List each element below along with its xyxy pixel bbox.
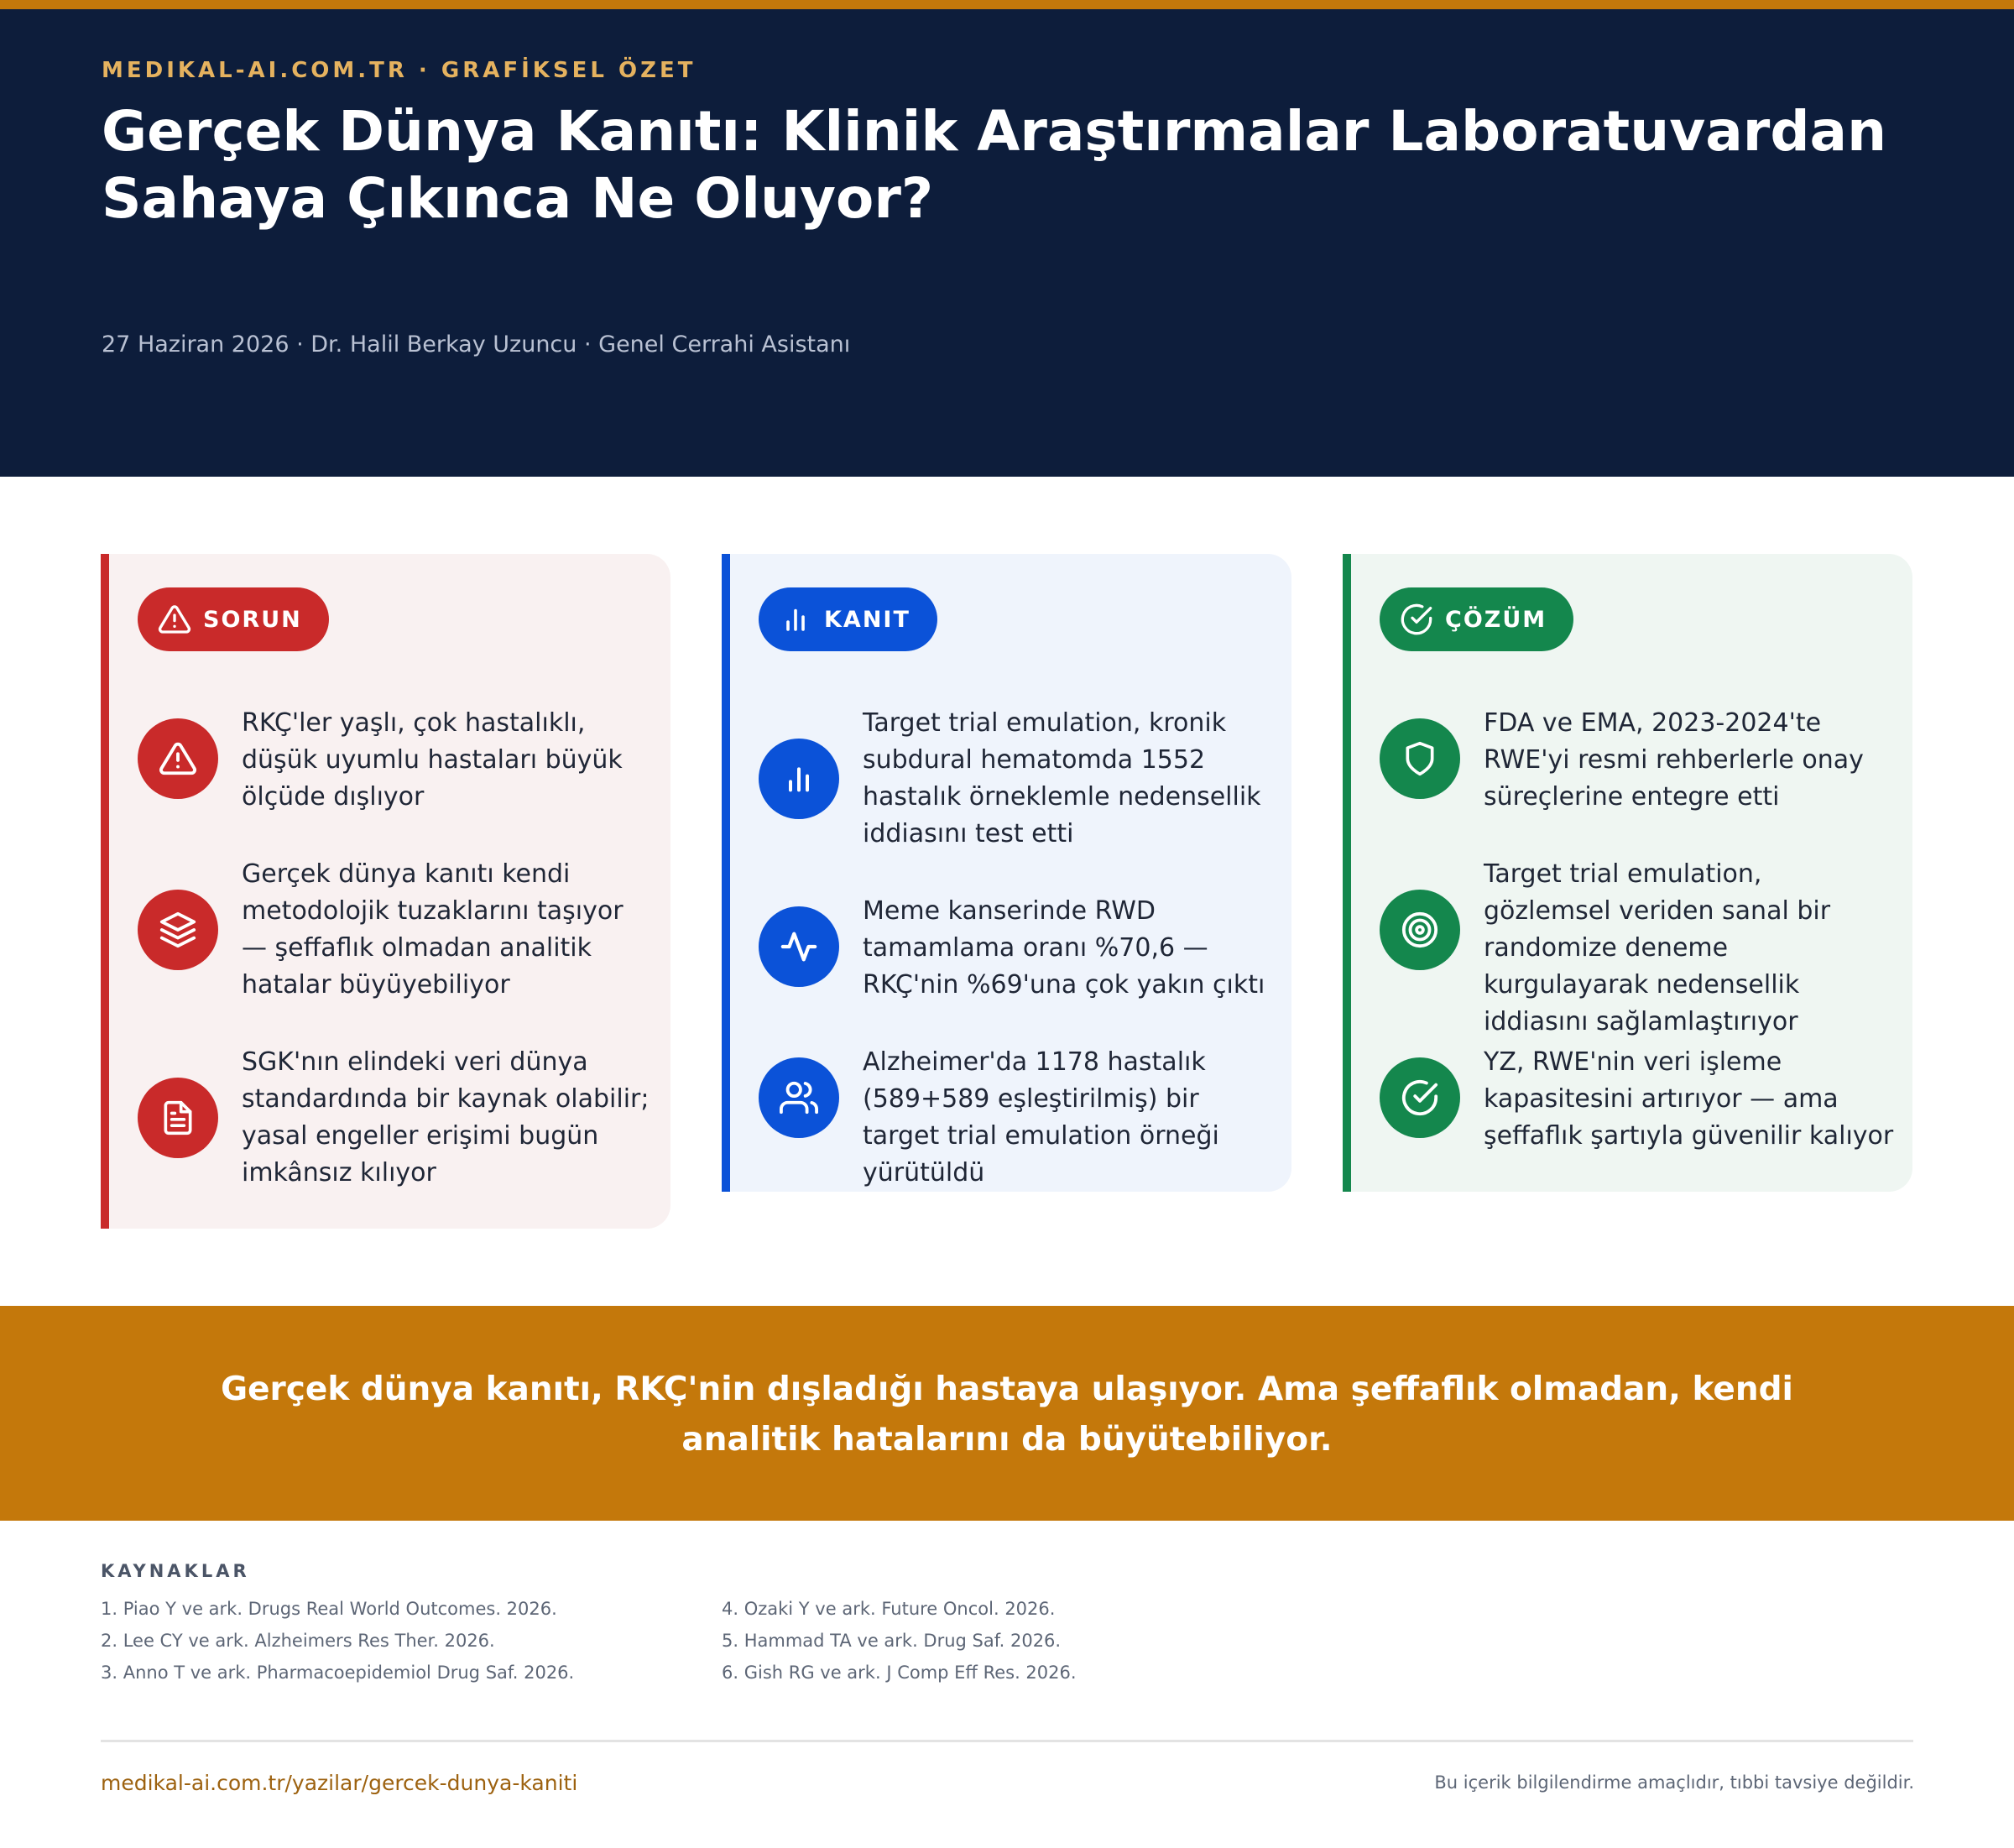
article-meta: 27 Haziran 2026 · Dr. Halil Berkay Uzuncu · Genel Cerrahi Asistanı: [102, 331, 851, 358]
target-icon: [1380, 890, 1460, 970]
footer-divider: [101, 1740, 1913, 1742]
problem-label-pill: [138, 587, 329, 651]
evidence-label-pill: [759, 587, 937, 651]
problem-item-text: SGK'nın elindeki veri dünya standardında bir kaynak olabilir; yasal engeller erişimi bugün imkânsız kılıyor: [242, 1047, 650, 1188]
top-accent-bar: [0, 0, 2014, 9]
warning-icon: [138, 718, 218, 799]
article-url-link[interactable]: medikal-ai.com.tr/yazilar/gercek-dunya-kaniti: [101, 1771, 578, 1795]
bar-chart-icon: [779, 603, 812, 636]
references-title: KAYNAKLAR: [101, 1561, 250, 1581]
solution-card: [1343, 554, 1912, 1192]
solution-label-pill: [1380, 587, 1573, 651]
solution-item-text: YZ, RWE'nin veri işleme kapasitesini artırıyor — ama şeffaflık şartıyla güvenilir kalıyor: [1484, 1047, 1894, 1151]
reference-item: 6. Gish RG ve ark. J Comp Eff Res. 2026.: [722, 1663, 1077, 1683]
layers-icon: [138, 890, 218, 970]
reference-item: 4. Ozaki Y ve ark. Future Oncol. 2026.: [722, 1599, 1056, 1619]
problem-item-text: RKÇ'ler yaşlı, çok hastalıklı, düşük uyumlu hastaları büyük ölçüde dışlıyor: [242, 708, 623, 812]
references-column-1: [101, 1593, 574, 1689]
evidence-item-text: Alzheimer'da 1178 hastalık (589+589 eşleştirilmiş) bir target trial emulation örneği yürütüldü: [863, 1047, 1219, 1188]
evidence-item-text: Target trial emulation, kronik subdural hematomda 1552 hastalık örneklemle nedensellik iddiasını test etti: [863, 708, 1261, 848]
reference-item: 1. Piao Y ve ark. Drugs Real World Outcomes. 2026.: [101, 1599, 557, 1619]
references-column-2: [722, 1593, 1077, 1689]
problem-item-text: Gerçek dünya kanıtı kendi metodolojik tuzaklarını taşıyor — şeffaflık olmadan analitik hatalar büyüyebiliyor: [242, 859, 624, 1000]
reference-item: 2. Lee CY ve ark. Alzheimers Res Ther. 2026.: [101, 1631, 495, 1651]
solution-item-text: Target trial emulation, gözlemsel veriden sanal bir randomize deneme kurgulayarak nedensellik iddiasını sağlamlaştırıyor: [1484, 859, 1831, 1036]
reference-item: 3. Anno T ve ark. Pharmacoepidemiol Drug Saf. 2026.: [101, 1663, 575, 1683]
key-message-text: Gerçek dünya kanıtı, RKÇ'nin dışladığı hastaya ulaşıyor. Ama şeffaflık olmadan, kendi analitik hatalarını da büyütebiliyor.: [221, 1370, 1793, 1459]
problem-card: [101, 554, 670, 1229]
disclaimer-text: Bu içerik bilgilendirme amaçlıdır, tıbbi tavsiye değildir.: [1434, 1772, 1914, 1793]
problem-label: SORUN: [203, 606, 302, 633]
page-header: [0, 9, 2014, 477]
key-message-banner: [0, 1306, 2014, 1521]
document-icon: [138, 1078, 218, 1158]
solution-label: ÇÖZÜM: [1445, 606, 1547, 633]
shield-icon: [1380, 718, 1460, 799]
pulse-icon: [759, 906, 839, 987]
bar-chart-icon: [759, 739, 839, 819]
check-circle-icon: [1400, 603, 1433, 636]
solution-item-text: FDA ve EMA, 2023-2024'te RWE'yi resmi rehberlerle onay süreçlerine entegre etti: [1484, 708, 1864, 812]
site-eyebrow: MEDIKAL-AI.COM.TR · GRAFİKSEL ÖZET: [102, 58, 697, 83]
evidence-card: [722, 554, 1291, 1192]
page-title: Gerçek Dünya Kanıtı: Klinik Araştırmalar Laboratuvardan Sahaya Çıkınca Ne Oluyor?: [102, 99, 1887, 231]
warning-icon: [158, 603, 191, 636]
check-circle-icon: [1380, 1057, 1460, 1138]
users-icon: [759, 1057, 839, 1138]
reference-item: 5. Hammad TA ve ark. Drug Saf. 2026.: [722, 1631, 1062, 1651]
evidence-item-text: Meme kanserinde RWD tamamlama oranı %70,6 — RKÇ'nin %69'una çok yakın çıktı: [863, 896, 1265, 1000]
evidence-label: KANIT: [824, 606, 910, 633]
